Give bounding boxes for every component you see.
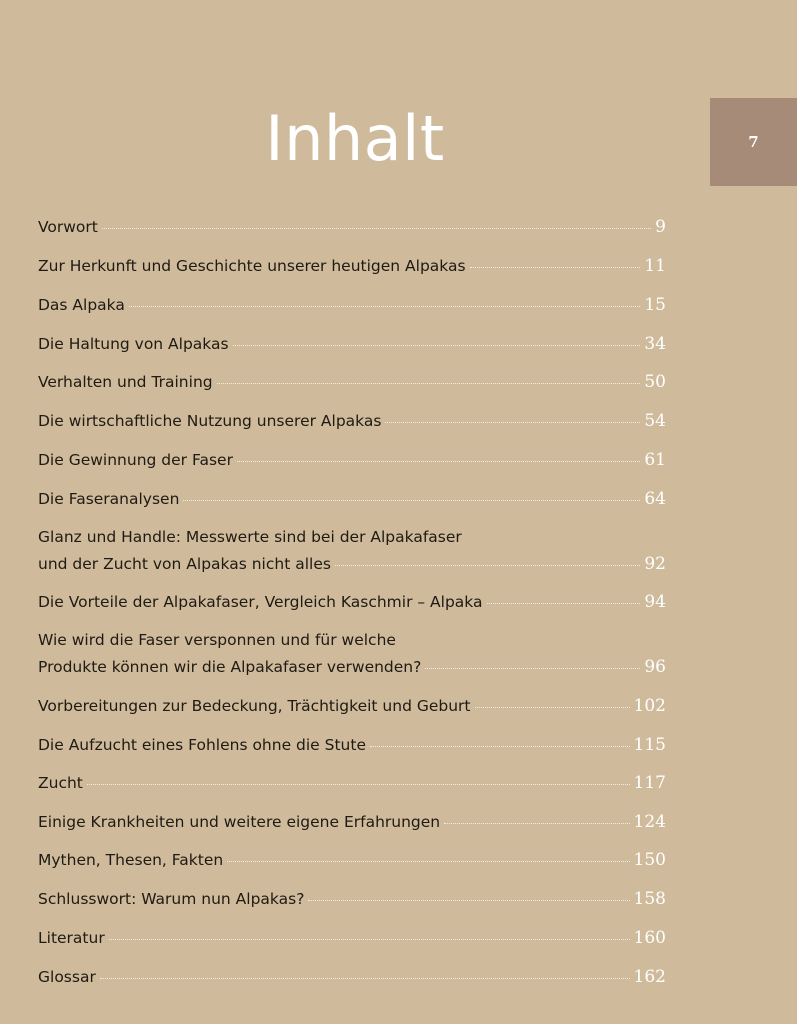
toc-entry-title: Vorbereitungen zur Bedeckung, Trächtigkeit und Geburt (38, 697, 471, 715)
toc-line (38, 489, 666, 515)
toc-entry[interactable] (38, 411, 666, 437)
toc-entry[interactable] (38, 334, 666, 360)
toc-entry[interactable] (38, 256, 666, 282)
toc-line (38, 592, 666, 618)
toc-page-number: 92 (644, 554, 666, 574)
toc-entry[interactable] (38, 889, 666, 915)
toc-line (38, 450, 666, 476)
toc-entry-title: Zur Herkunft und Geschichte unserer heutigen Alpakas (38, 257, 466, 275)
toc-entry[interactable] (38, 631, 666, 683)
toc-line (38, 850, 666, 876)
toc-entry-title: Einige Krankheiten und weitere eigene Erfahrungen (38, 813, 441, 831)
toc-line (38, 967, 666, 993)
toc-entry-title: Vorwort (38, 218, 98, 236)
toc-line (38, 735, 666, 761)
toc-line (38, 889, 666, 915)
toc-line (38, 295, 666, 321)
dot-leader (425, 668, 640, 669)
toc-line (38, 696, 666, 722)
toc-line (38, 256, 666, 282)
toc-entry[interactable] (38, 773, 666, 799)
toc-entry-title: Mythen, Thesen, Fakten (38, 851, 224, 869)
dot-leader (227, 861, 629, 862)
toc-line (38, 928, 666, 954)
toc-page-number: 150 (633, 850, 666, 870)
toc-entry-title: Wie wird die Faser versponnen und für welche (38, 631, 396, 649)
toc-page-number: 34 (644, 334, 666, 354)
dot-leader (308, 900, 629, 901)
toc-entry-title: Glanz und Handle: Messwerte sind bei der Alpakafaser (38, 528, 462, 546)
toc-entry-title: Die Faseranalysen (38, 490, 180, 508)
toc-page-number: 9 (655, 217, 666, 237)
toc-page-number: 117 (633, 773, 666, 793)
toc-page-number: 158 (633, 889, 666, 909)
toc-entry-title: Schlusswort: Warum nun Alpakas? (38, 890, 305, 908)
dot-leader (475, 707, 630, 708)
toc-entry[interactable] (38, 217, 666, 243)
dot-leader (487, 603, 641, 604)
toc-line (38, 554, 666, 580)
dot-leader (87, 784, 630, 785)
toc-line (38, 812, 666, 838)
toc-page-number: 61 (644, 450, 666, 470)
dot-leader (470, 267, 641, 268)
toc-entry-title: und der Zucht von Alpakas nicht alles (38, 555, 331, 573)
toc-entry[interactable] (38, 696, 666, 722)
toc-line (38, 372, 666, 398)
toc-page-number: 50 (644, 372, 666, 392)
toc-entry[interactable] (38, 928, 666, 954)
toc-entry[interactable] (38, 450, 666, 476)
dot-leader (370, 746, 630, 747)
dot-leader (237, 461, 640, 462)
toc-entry-title: Die wirtschaftliche Nutzung unserer Alpakas (38, 412, 382, 430)
toc-page-number: 124 (633, 812, 666, 832)
toc-entry-title: Die Vorteile der Alpakafaser, Vergleich Kaschmir – Alpaka (38, 593, 483, 611)
toc-entry-title: Die Gewinnung der Faser (38, 451, 233, 469)
toc-entry[interactable] (38, 592, 666, 618)
toc-page-number: 54 (644, 411, 666, 431)
toc-page-number: 162 (633, 967, 666, 987)
toc-line (38, 217, 666, 243)
toc-entry[interactable] (38, 735, 666, 761)
dot-leader (109, 939, 630, 940)
toc-entry[interactable] (38, 850, 666, 876)
toc-entry-title: Literatur (38, 929, 105, 947)
toc-line (38, 631, 666, 657)
toc-page-number: 11 (644, 256, 666, 276)
toc-entry-title: Die Haltung von Alpakas (38, 335, 229, 353)
dot-leader (129, 306, 640, 307)
toc-entry[interactable] (38, 967, 666, 993)
toc-entry-title: Das Alpaka (38, 296, 125, 314)
dot-leader (102, 228, 651, 229)
toc-entry-title: Glossar (38, 968, 96, 986)
toc-page-number: 15 (644, 295, 666, 315)
toc-entry-title: Die Aufzucht eines Fohlens ohne die Stute (38, 736, 366, 754)
page-number: 7 (748, 133, 759, 151)
toc-line (38, 528, 666, 554)
toc-page-number: 64 (644, 489, 666, 509)
toc-entry[interactable] (38, 489, 666, 515)
toc-page-number: 115 (633, 735, 666, 755)
toc-entry-title: Verhalten und Training (38, 373, 213, 391)
dot-leader (385, 422, 640, 423)
toc-page-number: 94 (644, 592, 666, 612)
dot-leader (217, 383, 641, 384)
toc-line (38, 334, 666, 360)
toc-entry[interactable] (38, 528, 666, 580)
toc-line (38, 411, 666, 437)
toc-entry-title: Produkte können wir die Alpakafaser verwenden? (38, 658, 422, 676)
toc-page-number: 102 (633, 696, 666, 716)
toc-page-number: 160 (633, 928, 666, 948)
toc-line (38, 657, 666, 683)
toc-entry[interactable] (38, 295, 666, 321)
dot-leader (183, 500, 640, 501)
page-title: Inhalt (265, 102, 445, 175)
dot-leader (100, 978, 630, 979)
toc-line (38, 773, 666, 799)
page-number-tab (710, 98, 797, 186)
dot-leader (444, 823, 629, 824)
toc-entry-title: Zucht (38, 774, 83, 792)
toc-entry[interactable] (38, 812, 666, 838)
dot-leader (335, 565, 640, 566)
dot-leader (233, 345, 641, 346)
toc-entry[interactable] (38, 372, 666, 398)
toc-page-number: 96 (644, 657, 666, 677)
